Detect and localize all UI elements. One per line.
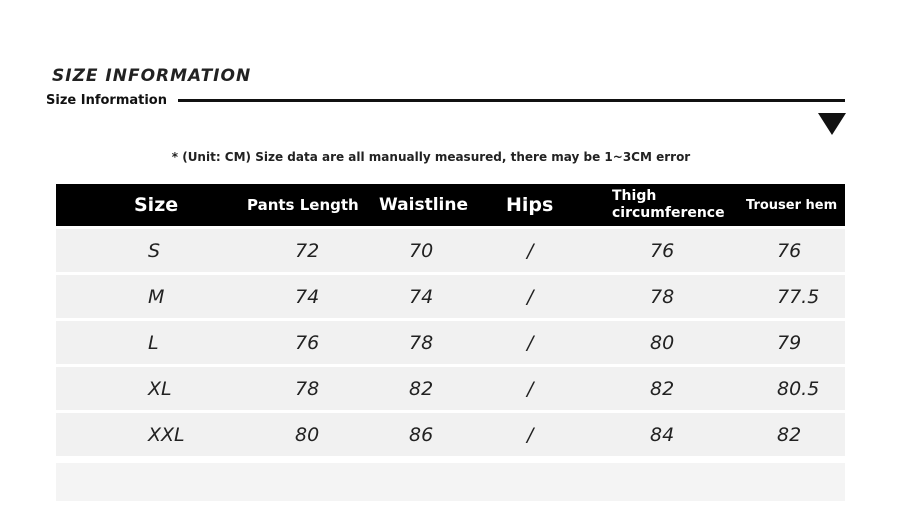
cell-thigh: 76 [650,239,675,262]
cell-waistline: 78 [409,331,434,354]
cell-hem: 80.5 [777,377,820,400]
column-header-thigh-line1: Thigh [612,188,657,204]
column-header-thigh-circumference [612,184,725,226]
cell-pants-length: 80 [295,423,320,446]
cell-waistline: 74 [409,285,434,308]
column-header-waistline: Waistline [379,195,468,215]
cell-hips: / [527,331,534,354]
cell-size: L [148,331,159,354]
heading-divider [178,99,845,102]
size-information-subheading: Size Information [46,93,167,108]
down-triangle-icon [818,113,846,135]
table-row [56,321,845,364]
table-row [56,413,845,456]
table-row [56,367,845,410]
table-row [56,275,845,318]
cell-size: XL [148,377,172,400]
cell-size: M [148,285,165,308]
cell-hem: 76 [777,239,802,262]
cell-pants-length: 74 [295,285,320,308]
cell-hem: 77.5 [777,285,820,308]
cell-pants-length: 76 [295,331,320,354]
table-row [56,229,845,272]
cell-hips: / [527,239,534,262]
cell-pants-length: 78 [295,377,320,400]
size-table [56,184,845,501]
cell-pants-length: 72 [295,239,320,262]
cell-waistline: 70 [409,239,434,262]
column-header-trouser-hem: Trouser hem [746,197,838,213]
table-header [56,184,845,226]
cell-hips: / [527,423,534,446]
cell-thigh: 78 [650,285,675,308]
column-header-pants-length: Pants Length [247,196,359,214]
cell-thigh: 82 [650,377,675,400]
column-header-hips: Hips [506,194,554,216]
column-header-size: Size [134,194,179,216]
cell-waistline: 86 [409,423,434,446]
cell-size: S [148,239,161,262]
cell-hips: / [527,285,534,308]
table-row-empty [56,463,845,501]
cell-size: XXL [148,423,185,446]
size-information-heading: SIZE INFORMATION [52,66,252,86]
cell-waistline: 82 [409,377,434,400]
cell-hem: 82 [777,423,802,446]
column-header-thigh-line2: circumference [612,205,725,221]
measurement-note: * (Unit: CM) Size data are all manually measured, there may be 1~3CM error [171,150,691,164]
cell-thigh: 84 [650,423,675,446]
cell-hem: 79 [777,331,802,354]
cell-thigh: 80 [650,331,675,354]
cell-hips: / [527,377,534,400]
